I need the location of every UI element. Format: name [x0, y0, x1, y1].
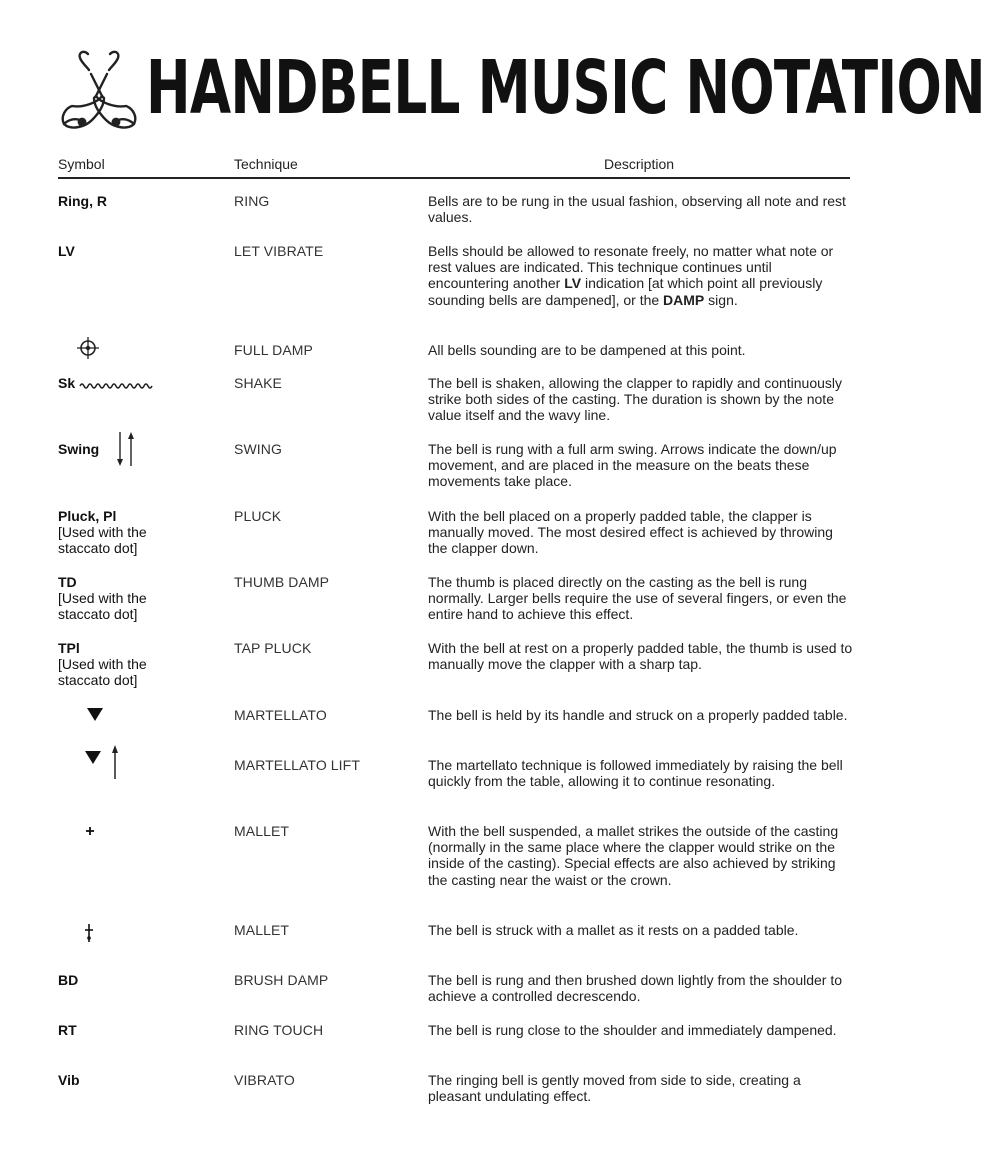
description-cell: With the bell at rest on a properly padded table, the thumb is used to manually move the clapper with a sharp tap. — [428, 640, 853, 673]
header-symbol: Symbol — [58, 156, 105, 172]
symbol-cell — [58, 574, 228, 623]
technique-cell: TAP PLUCK — [234, 640, 312, 656]
symbol-cell — [58, 193, 228, 209]
technique-cell: MALLET — [234, 922, 290, 938]
technique-cell: RING — [234, 193, 270, 209]
symbol-cell — [58, 508, 228, 557]
description-cell: The thumb is placed directly on the casting as the bell is rung normally. Larger bells require the use of several fingers, or even the entire hand to achieve this effect. — [428, 574, 847, 623]
symbol-cell — [58, 441, 228, 457]
header-divider — [58, 177, 850, 179]
description-cell: The bell is struck with a mallet as it rests on a padded table. — [428, 922, 799, 938]
symbol-label: TD — [58, 574, 77, 590]
down-triangle-up-arrow-icon — [84, 743, 124, 783]
description-cell: With the bell suspended, a mallet strikes the outside of the casting (normally in the same place where the clapper would strike on the inside of the casting). Special effects are also achieved by striking the casting near the waist or the crown. — [428, 823, 839, 888]
description-text: sign. — [704, 291, 738, 308]
symbol-cell — [58, 243, 228, 259]
symbol-cell — [58, 972, 228, 988]
plus-dots-icon — [83, 922, 95, 946]
description-cell: All bells sounding are to be dampened at this point. — [428, 342, 746, 358]
down-up-arrows-icon — [114, 429, 138, 469]
technique-cell: THUMB DAMP — [234, 574, 330, 590]
symbol-label: Vib — [58, 1072, 80, 1088]
symbol-label: TPl — [58, 640, 80, 656]
symbol-label: RT — [58, 1022, 77, 1038]
symbol-note: [Used with the — [58, 656, 147, 673]
technique-cell: FULL DAMP — [234, 342, 313, 358]
description-emphasis: LV — [564, 275, 582, 292]
header-technique: Technique — [234, 156, 298, 172]
technique-cell: SWING — [234, 441, 282, 457]
description-cell: The bell is rung and then brushed down lightly from the shoulder to achieve a controlled decrescendo. — [428, 972, 843, 1005]
down-triangle-icon — [86, 706, 104, 722]
symbol-note: staccato dot] — [58, 606, 138, 623]
symbol-note: staccato dot] — [58, 540, 138, 557]
symbol-label: Ring, R — [58, 193, 107, 209]
symbol-label: Sk — [58, 375, 76, 391]
description-cell — [428, 243, 854, 308]
description-cell: The bell is held by its handle and struck on a properly padded table. — [428, 707, 848, 723]
symbol-label: Swing — [58, 441, 100, 457]
description-cell: The bell is rung close to the shoulder and immediately dampened. — [428, 1022, 837, 1038]
technique-cell: BRUSH DAMP — [234, 972, 329, 988]
technique-cell: PLUCK — [234, 508, 282, 524]
description-cell: The bell is rung with a full arm swing. Arrows indicate the down/up movement, and are placed in the measure on the beats these movements take place. — [428, 441, 837, 490]
damp-crosshair-icon — [76, 336, 100, 360]
description-text: Bells should be allowed to resonate freely, no matter what note or rest values are indicated. This technique continues until encountering another — [428, 243, 834, 292]
symbol-note: staccato dot] — [58, 672, 138, 689]
symbol-label: LV — [58, 243, 75, 259]
description-cell: The bell is shaken, allowing the clapper to rapidly and continuously strike both sides of the casting. The duration is shown by the note value itself and the wavy line. — [428, 375, 843, 424]
technique-cell: MARTELLATO — [234, 707, 327, 723]
description-emphasis: DAMP — [663, 291, 705, 308]
technique-cell: LET VIBRATE — [234, 243, 324, 259]
symbol-cell — [58, 1022, 228, 1038]
technique-cell: SHAKE — [234, 375, 282, 391]
technique-cell: RING TOUCH — [234, 1022, 324, 1038]
technique-cell: MALLET — [234, 823, 290, 839]
plus-icon — [84, 825, 96, 837]
symbol-cell — [58, 375, 228, 391]
description-text: indication [at which point all previously sounding bells are dampened], or the — [428, 275, 823, 308]
header-description: Description — [603, 156, 675, 172]
symbol-note: [Used with the — [58, 590, 147, 607]
description-cell: The ringing bell is gently moved from side to side, creating a pleasant undulating effect. — [428, 1072, 801, 1105]
description-cell: With the bell placed on a properly padded table, the clapper is manually moved. The most desired effect is achieved by throwing the clapper down. — [428, 508, 833, 557]
technique-cell: VIBRATO — [234, 1072, 295, 1088]
technique-cell: MARTELLATO LIFT — [234, 757, 360, 773]
symbol-cell — [58, 640, 228, 689]
column-headers — [58, 156, 850, 178]
symbol-cell — [58, 1072, 228, 1088]
description-cell: The martellato technique is followed immediately by raising the bell quickly from the table, allowing it to continue resonating. — [428, 757, 843, 790]
wavy-line-icon — [80, 381, 152, 389]
crossed-handbells-icon — [58, 50, 140, 136]
symbol-label: Pluck, Pl — [58, 508, 117, 524]
page-title: HANDBELL MUSIC NOTATION — [146, 45, 985, 131]
symbol-note: [Used with the — [58, 524, 147, 541]
description-cell: Bells are to be rung in the usual fashion, observing all note and rest values. — [428, 193, 846, 226]
symbol-label: BD — [58, 972, 79, 988]
